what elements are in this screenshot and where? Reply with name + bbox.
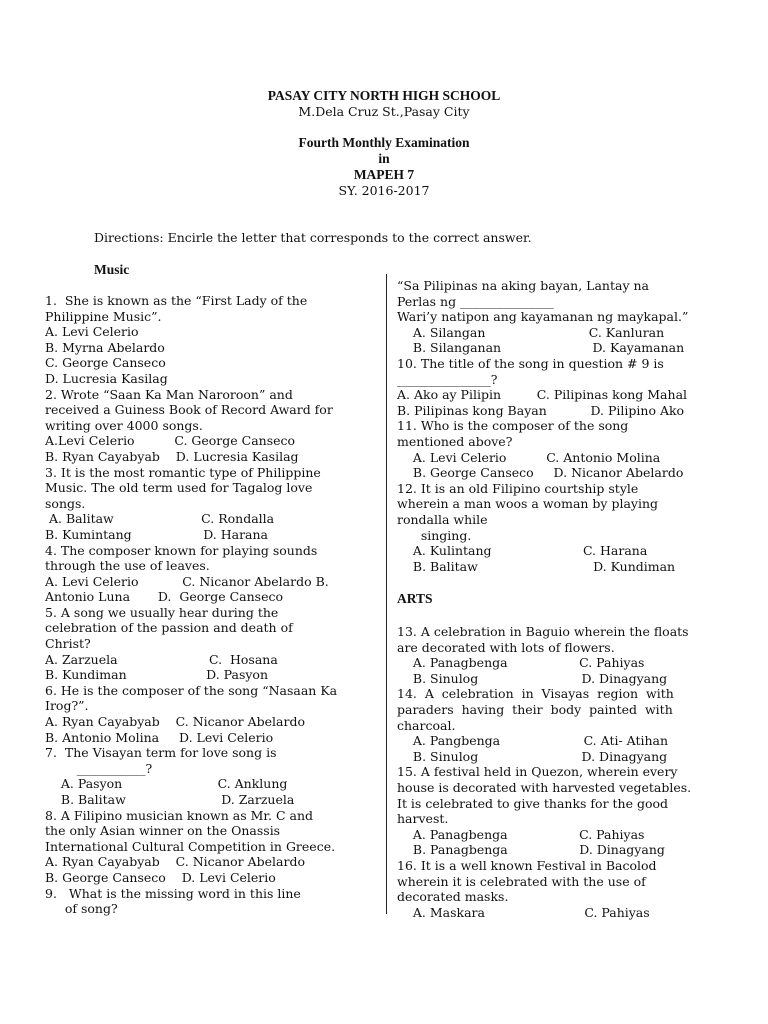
text-line: 5. A song we usually hear during the — [45, 604, 279, 620]
text-line: Perlas ng _______________ — [397, 293, 554, 309]
text-line: singing. — [397, 527, 472, 543]
text-line: A. Maskara C. Pahiyas — [397, 904, 650, 920]
text-line: B. Balitaw D. Zarzuela — [45, 792, 295, 807]
text-line: B. Sinulog D. Dinagyang — [397, 748, 668, 764]
text-line: A. Panagbenga C. Pahiyas — [397, 655, 645, 671]
school-name: PASAY CITY NORTH HIGH SCHOOL — [267, 88, 501, 103]
text-line: 13. A celebration in Baguio wherein the floats — [397, 624, 689, 639]
text-line: _______________? — [397, 371, 498, 387]
text-line: B. Kumintang D. Harana — [45, 526, 269, 542]
text-line: A. Kulintang C. Harana — [397, 543, 648, 559]
text-line: B. Myrna Abelardo — [45, 339, 165, 355]
text-line: B. Kundiman D. Pasyon — [45, 667, 268, 683]
text-line: A. Silangan C. Kanluran — [397, 324, 665, 340]
text-line: A. Pangbenga C. Ati- Atihan — [397, 733, 669, 749]
text-line: through the use of leaves. — [45, 558, 210, 574]
text-line: A. Ako ay Pilipin C. Pilipinas kong Mahal — [397, 387, 688, 403]
text-line: 9. What is the missing word in this line — [45, 885, 301, 901]
text-line: It is celebrated to give thanks for the good — [397, 795, 669, 811]
text-line: A. Levi Celerio C. Nicanor Abelardo B. — [45, 573, 329, 589]
text-line: mentioned above? — [397, 433, 513, 449]
text-line: wherein it is celebrated with the use of — [397, 873, 646, 889]
right-column-top — [397, 278, 715, 574]
text-line: songs. — [45, 495, 86, 511]
text-line: A. Panagbenga C. Pahiyas — [397, 826, 645, 842]
school-year: SY. 2016-2017 — [338, 183, 430, 198]
text-line: A. Zarzuela C. Hosana — [45, 651, 278, 667]
text-line: B. George Canseco D. Levi Celerio — [45, 869, 276, 885]
text-line: A. Ryan Cayabyab C. Nicanor Abelardo — [45, 854, 306, 870]
text-line: A. Levi Celerio — [45, 324, 139, 340]
column-divider — [386, 274, 387, 914]
text-line: 15. A festival held in Quezon, wherein every — [397, 764, 678, 780]
text-line: harvest. — [397, 811, 449, 827]
text-line: B. George Canseco D. Nicanor Abelardo — [397, 465, 684, 481]
text-line: received a Guiness Book of Record Award for — [45, 402, 333, 418]
text-line: 16. It is a well known Festival in Bacolod — [397, 857, 657, 873]
text-line: are decorated with lots of flowers. — [397, 639, 615, 655]
directions: Directions: Encirle the letter that corresponds to the correct answer. — [94, 230, 532, 245]
text-line: B. Silanganan D. Kayamanan — [397, 340, 685, 356]
text-line: Philippine Music”. — [45, 308, 162, 324]
text-line: 6. He is the composer of the song “Nasaan Ka — [45, 682, 338, 698]
text-line: 3. It is the most romantic type of Philippine — [45, 464, 321, 480]
exam-subject: MAPEH 7 — [353, 167, 415, 182]
text-line: A. Pasyon C. Anklung — [45, 776, 288, 792]
text-line: 2. Wrote “Saan Ka Man Naroroon” and — [45, 386, 293, 402]
text-line: C. George Canseco — [45, 355, 166, 371]
text-line: Wari’y natipon ang kayamanan ng maykapal.” — [397, 309, 689, 325]
text-line: D. Lucresia Kasilag — [45, 370, 168, 386]
text-line: 11. Who is the composer of the song — [397, 418, 629, 434]
text-line: writing over 4000 songs. — [45, 417, 203, 433]
text-line: A. Levi Celerio C. Antonio Molina — [397, 449, 661, 465]
text-line: B. Pilipinas kong Bayan D. Pilipino Ako — [397, 402, 685, 418]
section-music: Music — [94, 262, 130, 277]
text-line: ___________? — [45, 760, 153, 776]
exam-title: Fourth Monthly Examination — [298, 135, 470, 150]
text-line: Irog?”. — [45, 698, 89, 714]
text-line: 12. It is an old Filipino courtship style — [397, 480, 639, 496]
text-line: rondalla while — [397, 511, 488, 527]
text-line: “Sa Pilipinas na aking bayan, Lantay na — [397, 278, 649, 293]
text-line: International Cultural Competition in Greece. — [45, 838, 336, 854]
text-line: B. Ryan Cayabyab D. Lucresia Kasilag — [45, 448, 299, 464]
text-line: B. Sinulog D. Dinagyang — [397, 670, 668, 686]
text-line: B. Panagbenga D. Dinagyang — [397, 842, 665, 858]
text-line: 10. The title of the song in question # 9 is — [397, 355, 664, 371]
text-line: B. Antonio Molina D. Levi Celerio — [45, 729, 274, 745]
text-line: Antonio Luna D. George Canseco — [45, 589, 284, 605]
text-line: the only Asian winner on the Onassis — [45, 823, 281, 839]
text-line: Music. The old term used for Tagalog love — [45, 480, 313, 496]
text-line: 4. The composer known for playing sounds — [45, 542, 318, 558]
text-line: wherein a man woos a woman by playing — [397, 496, 659, 512]
text-line: of song? — [45, 901, 118, 917]
text-line: A. Ryan Cayabyab C. Nicanor Abelardo — [45, 714, 306, 730]
text-line: decorated masks. — [397, 889, 509, 905]
text-line: 1. She is known as the “First Lady of the — [45, 293, 308, 308]
text-line: 8. A Filipino musician known as Mr. C and — [45, 807, 314, 823]
text-line: house is decorated with harvested vegetables. — [397, 779, 692, 795]
text-line: 7. The Visayan term for love song is — [45, 745, 277, 761]
school-address: M.Dela Cruz St.,Pasay City — [298, 104, 470, 119]
left-column — [45, 293, 365, 917]
text-line: B. Balitaw D. Kundiman — [397, 558, 676, 574]
text-line: A.Levi Celerio C. George Canseco — [45, 433, 296, 449]
section-arts: ARTS — [397, 591, 433, 606]
text-line: charcoal. — [397, 717, 456, 733]
right-column-bottom — [397, 624, 715, 920]
text-line: Christ? — [45, 636, 91, 652]
text-line: celebration of the passion and death of — [45, 620, 293, 636]
text-line: paraders having their body painted with — [397, 701, 673, 717]
text-line: 14. A celebration in Visayas region with — [397, 686, 674, 702]
text-line: A. Balitaw C. Rondalla — [45, 511, 275, 527]
exam-in: in — [378, 151, 390, 166]
